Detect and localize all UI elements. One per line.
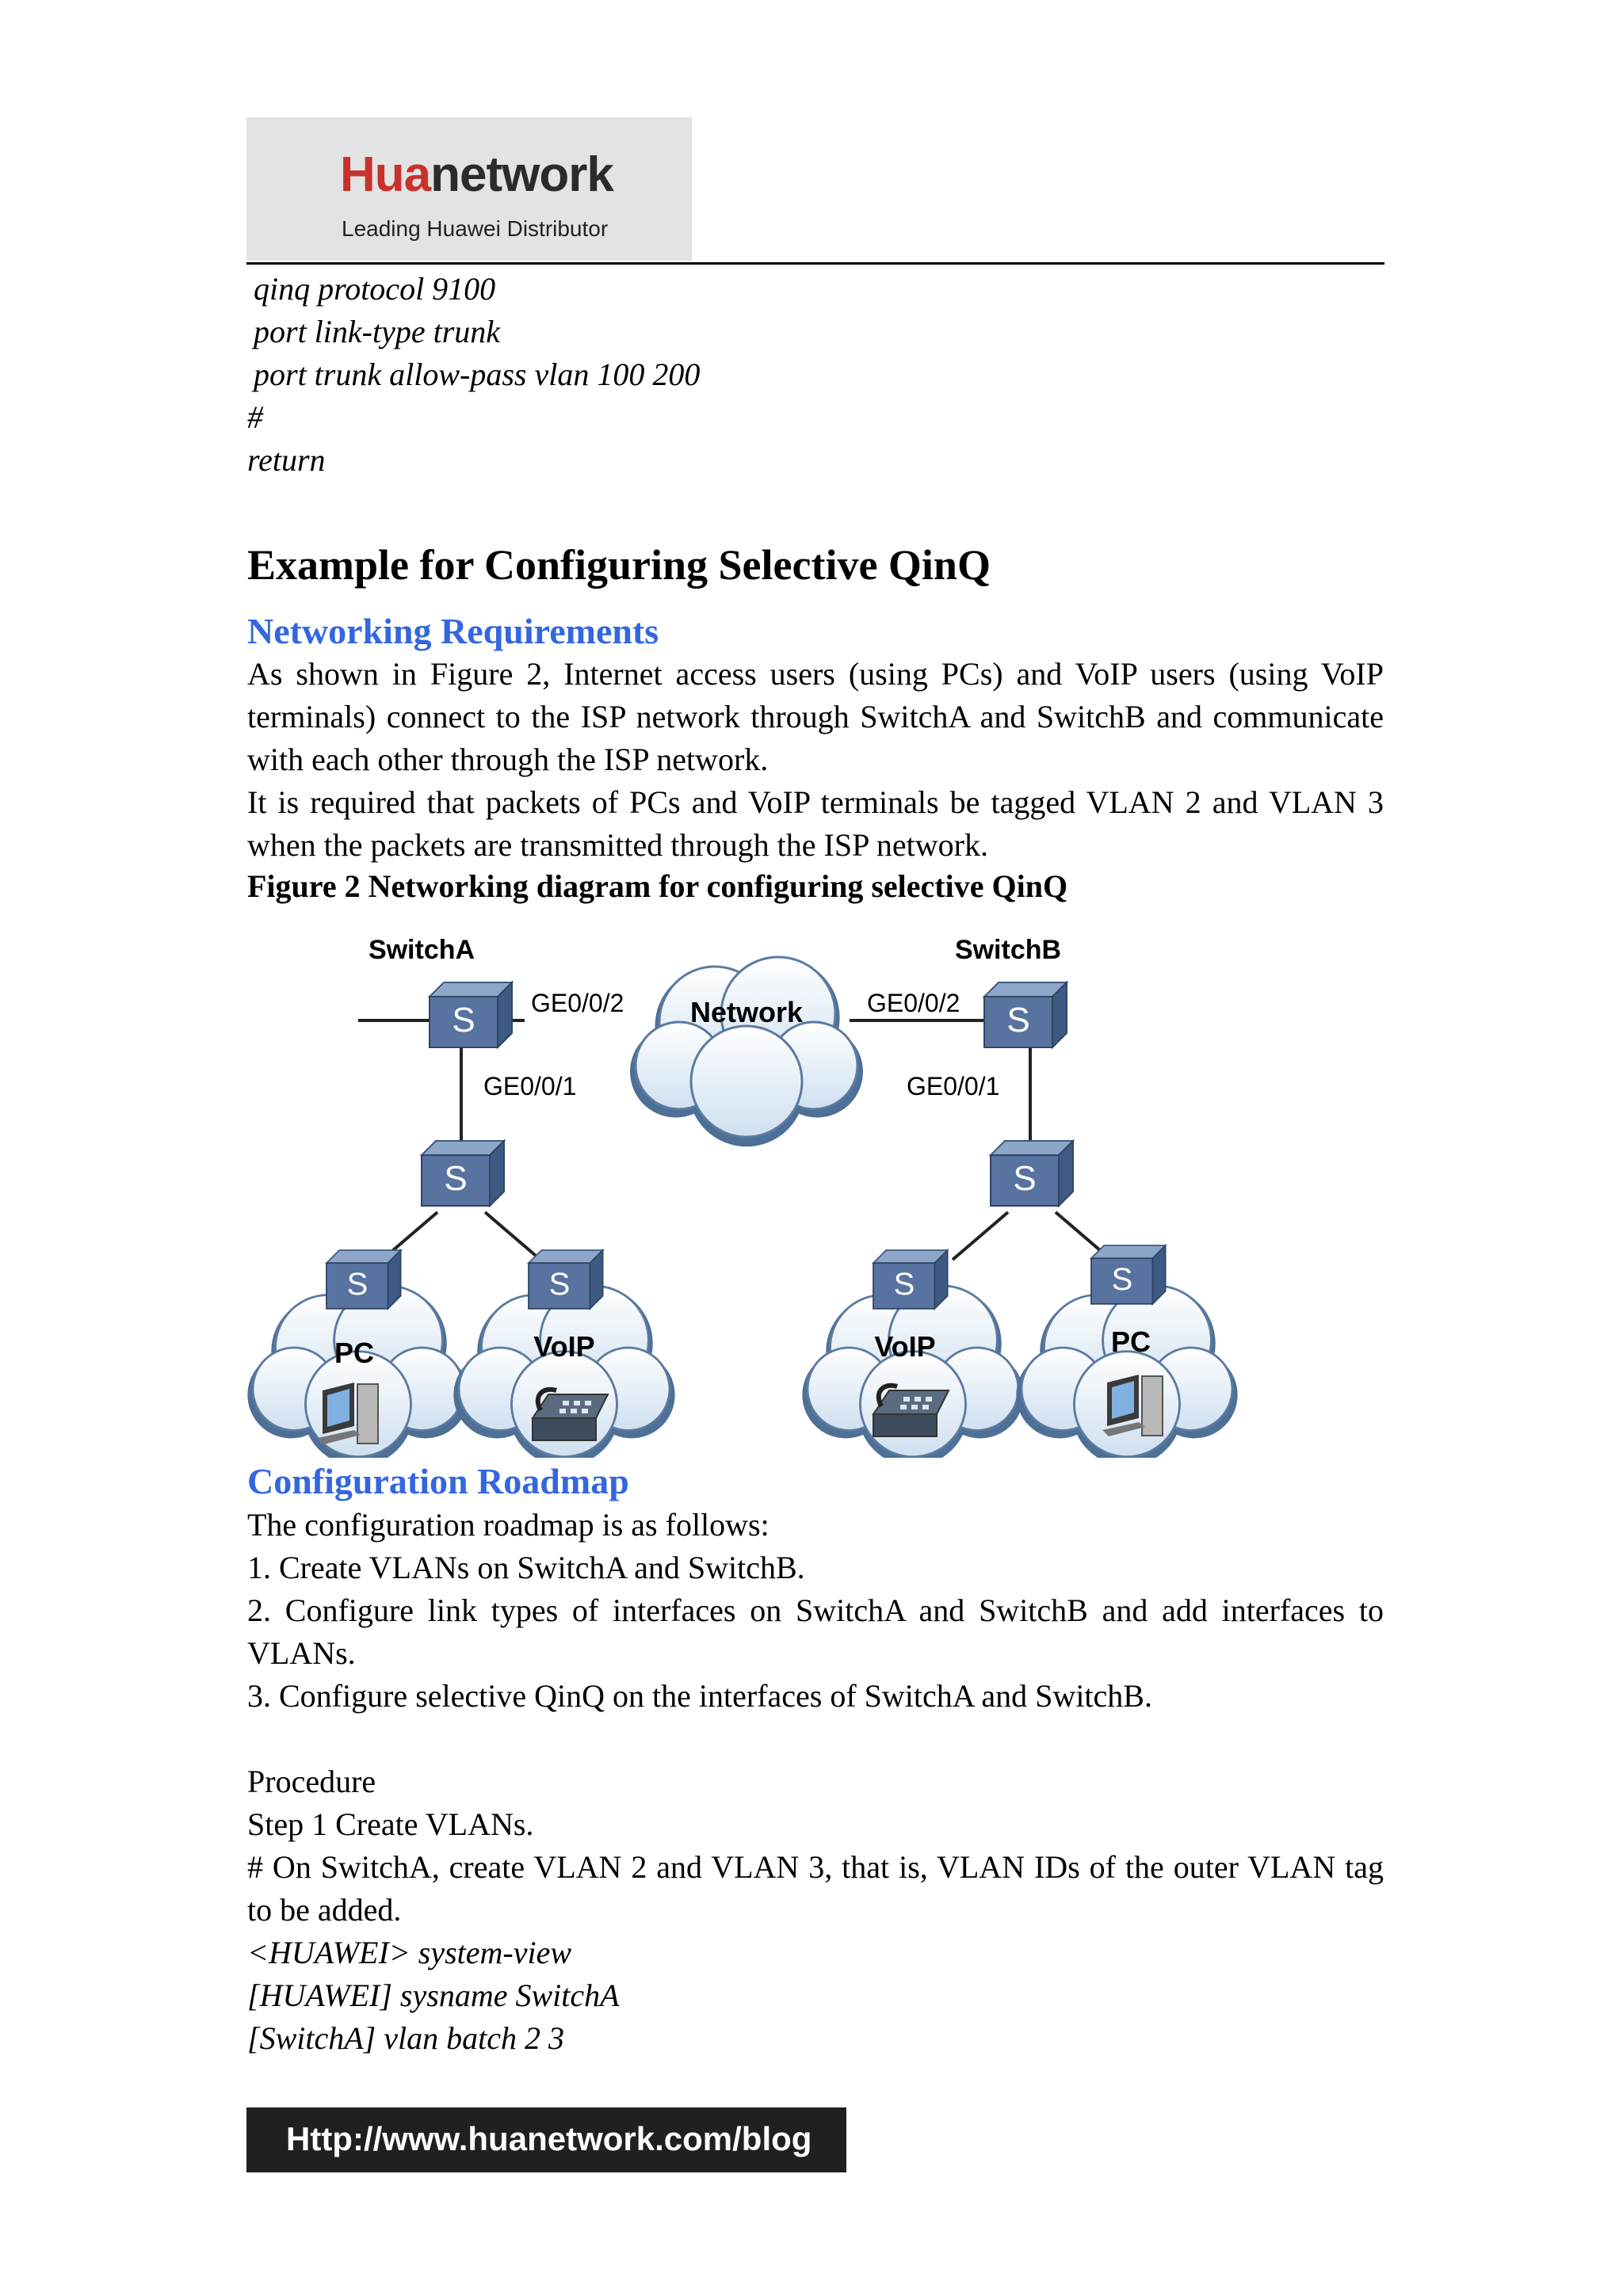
procedure-step-1: Step 1 Create VLANs. xyxy=(247,1806,534,1842)
code-line: [SwitchA] vlan batch 2 3 xyxy=(247,2020,564,2056)
link-b-voip xyxy=(953,1212,1008,1260)
svg-text:S: S xyxy=(1013,1159,1037,1198)
svg-text:S: S xyxy=(1111,1262,1133,1297)
roadmap-heading: Configuration Roadmap xyxy=(247,1461,629,1501)
network-label: Network xyxy=(689,996,804,1028)
roadmap-intro: The configuration roadmap is as follows: xyxy=(247,1507,769,1543)
footer-banner xyxy=(246,2107,846,2172)
b-ge1-label: GE0/0/1 xyxy=(907,1072,1000,1100)
a-ge2-label: GE0/0/2 xyxy=(531,989,624,1017)
procedure-title: Procedure xyxy=(247,1764,376,1799)
svg-text:S: S xyxy=(444,1159,468,1198)
cloud-label-3: VoIP xyxy=(874,1330,936,1363)
b-ge2-label: GE0/0/2 xyxy=(867,989,960,1017)
pc-cloud-right xyxy=(1016,1286,1237,1458)
networking-para-2: It is required that packets of PCs and VoIP terminals be tagged VLAN 2 and VLAN 3 when the packets are transmitted through the ISP network. xyxy=(247,784,1384,863)
svg-text:S: S xyxy=(893,1267,915,1302)
svg-text:S: S xyxy=(548,1267,571,1302)
cloud-label-1: PC xyxy=(334,1337,375,1369)
figure-caption: Figure 2 Networking diagram for configuring selective QinQ xyxy=(247,868,1068,904)
logo-tagline: Leading Huawei Distributor xyxy=(342,216,609,241)
code-line: return xyxy=(247,442,326,478)
roadmap-step-2: 2. Configure link types of interfaces on SwitchA and SwitchB and add interfaces to VLANs. xyxy=(247,1592,1384,1671)
link-a-voip xyxy=(485,1212,540,1260)
svg-text:S: S xyxy=(1006,1001,1030,1039)
code-line: port link-type trunk xyxy=(254,314,501,349)
cloud-label-2: VoIP xyxy=(533,1330,595,1363)
networking-diagram xyxy=(247,919,1262,1458)
a-ge1-label: GE0/0/1 xyxy=(483,1072,577,1100)
logo-wordmark: Huanetwork xyxy=(340,147,613,202)
cloud-label-4: PC xyxy=(1110,1325,1151,1358)
svg-text:S: S xyxy=(452,1001,475,1039)
code-line: qinq protocol 9100 xyxy=(254,271,496,307)
roadmap-step-3: 3. Configure selective QinQ on the interfaces of SwitchA and SwitchB. xyxy=(247,1678,1152,1714)
code-line: [HUAWEI] sysname SwitchA xyxy=(247,1978,620,2013)
footer-url: Http://www.huanetwork.com/blog xyxy=(286,2120,812,2157)
code-line: <HUAWEI> system-view xyxy=(247,1935,572,1970)
switch-b-label: SwitchB xyxy=(954,935,1062,965)
section-title: Example for Configuring Selective QinQ xyxy=(247,541,991,589)
networking-heading: Networking Requirements xyxy=(247,611,659,651)
procedure-comment: # On SwitchA, create VLAN 2 and VLAN 3, that is, VLAN IDs of the outer VLAN tag to be added. xyxy=(247,1849,1384,1928)
network-cloud xyxy=(630,957,863,1146)
networking-para-1: As shown in Figure 2, Internet access users (using PCs) and VoIP users (using VoIP terminals) connect to the ISP network through SwitchA and SwitchB and communicate with each other through the ISP network. xyxy=(247,656,1384,777)
switch-a-label: SwitchA xyxy=(368,935,475,965)
code-line: # xyxy=(247,399,263,435)
roadmap-step-1: 1. Create VLANs on SwitchA and SwitchB. xyxy=(247,1550,805,1585)
code-line: port trunk allow-pass vlan 100 200 xyxy=(254,357,701,392)
brand-logo xyxy=(246,117,692,261)
header-divider xyxy=(246,262,1384,265)
svg-text:S: S xyxy=(346,1267,369,1302)
